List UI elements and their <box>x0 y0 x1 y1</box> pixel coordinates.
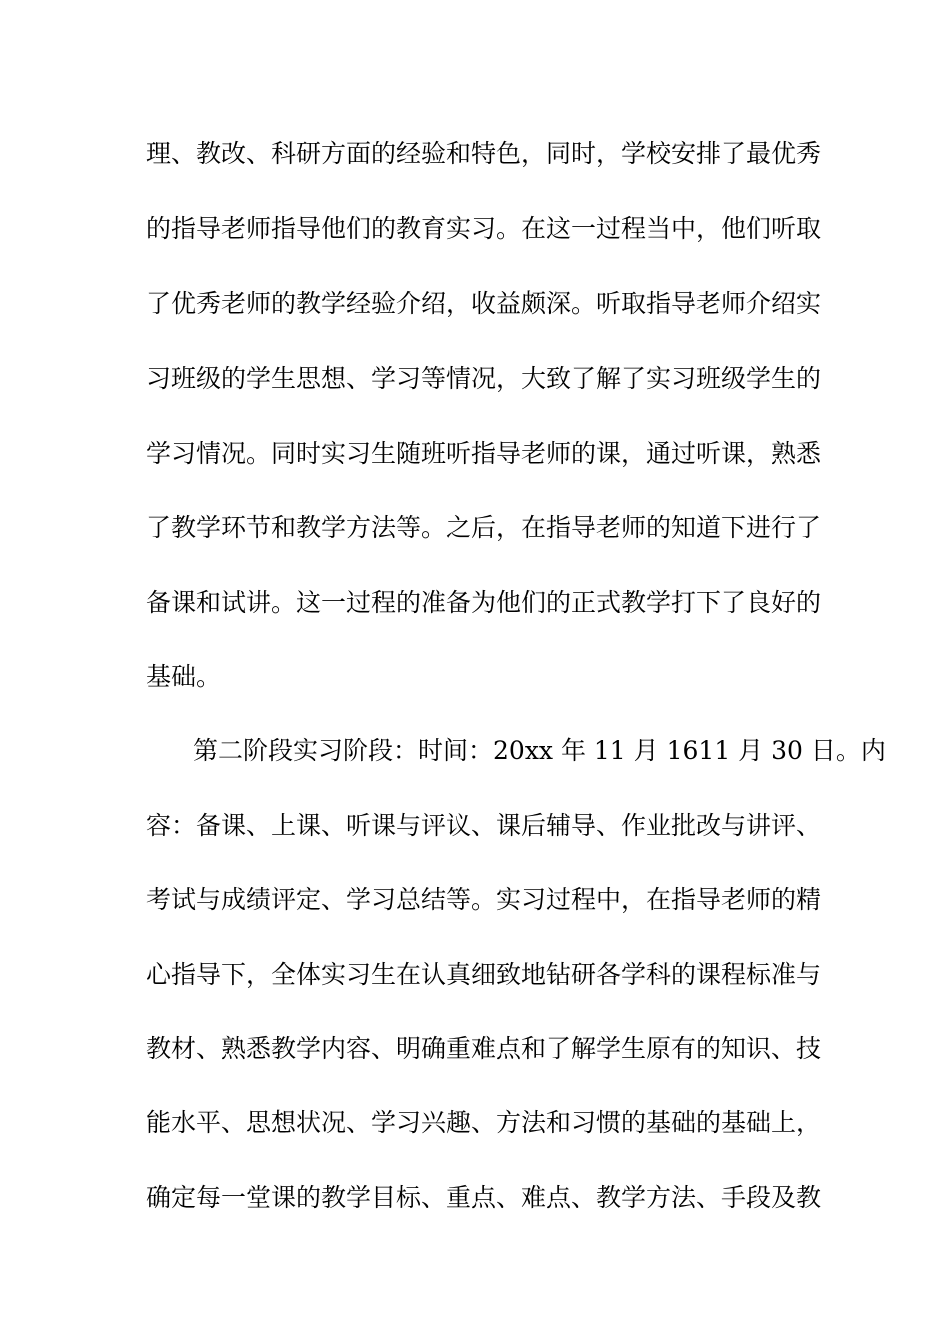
paragraph-line: 心指导下，全体实习生在认真细致地钻研各学科的课程标准与 <box>146 960 822 989</box>
paragraph-line: 的指导老师指导他们的教育实习。在这一过程当中，他们听取 <box>146 214 822 243</box>
paragraph-line: 基础。 <box>146 662 222 691</box>
paragraph-line: 能水平、思想状况、学习兴趣、方法和习惯的基础的基础上， <box>146 1108 822 1137</box>
paragraph-line: 学习情况。同时实习生随班听指导老师的课，通过听课，熟悉 <box>146 439 822 468</box>
paragraph-line: 确定每一堂课的教学目标、重点、难点、教学方法、手段及教 <box>146 1183 822 1212</box>
paragraph-line: 容：备课、上课、听课与评议、课后辅导、作业批改与讲评、 <box>146 811 822 840</box>
paragraph-line: 了优秀老师的教学经验介绍，收益颇深。听取指导老师介绍实 <box>146 289 822 318</box>
paragraph-line: 考试与成绩评定、学习总结等。实习过程中，在指导老师的精 <box>146 885 822 914</box>
paragraph-first-line: 第二阶段实习阶段：时间：20xx 年 11 月 1611 月 30 日。内 <box>193 736 886 765</box>
paragraph-line: 教材、熟悉教学内容、明确重难点和了解学生原有的知识、技 <box>146 1034 822 1063</box>
paragraph-line: 习班级的学生思想、学习等情况，大致了解了实习班级学生的 <box>146 364 822 393</box>
paragraph-line: 理、教改、科研方面的经验和特色，同时，学校安排了最优秀 <box>146 139 822 168</box>
paragraph-line: 了教学环节和教学方法等。之后，在指导老师的知道下进行了 <box>146 513 822 542</box>
paragraph-line: 备课和试讲。这一过程的准备为他们的正式教学打下了良好的 <box>146 588 822 617</box>
